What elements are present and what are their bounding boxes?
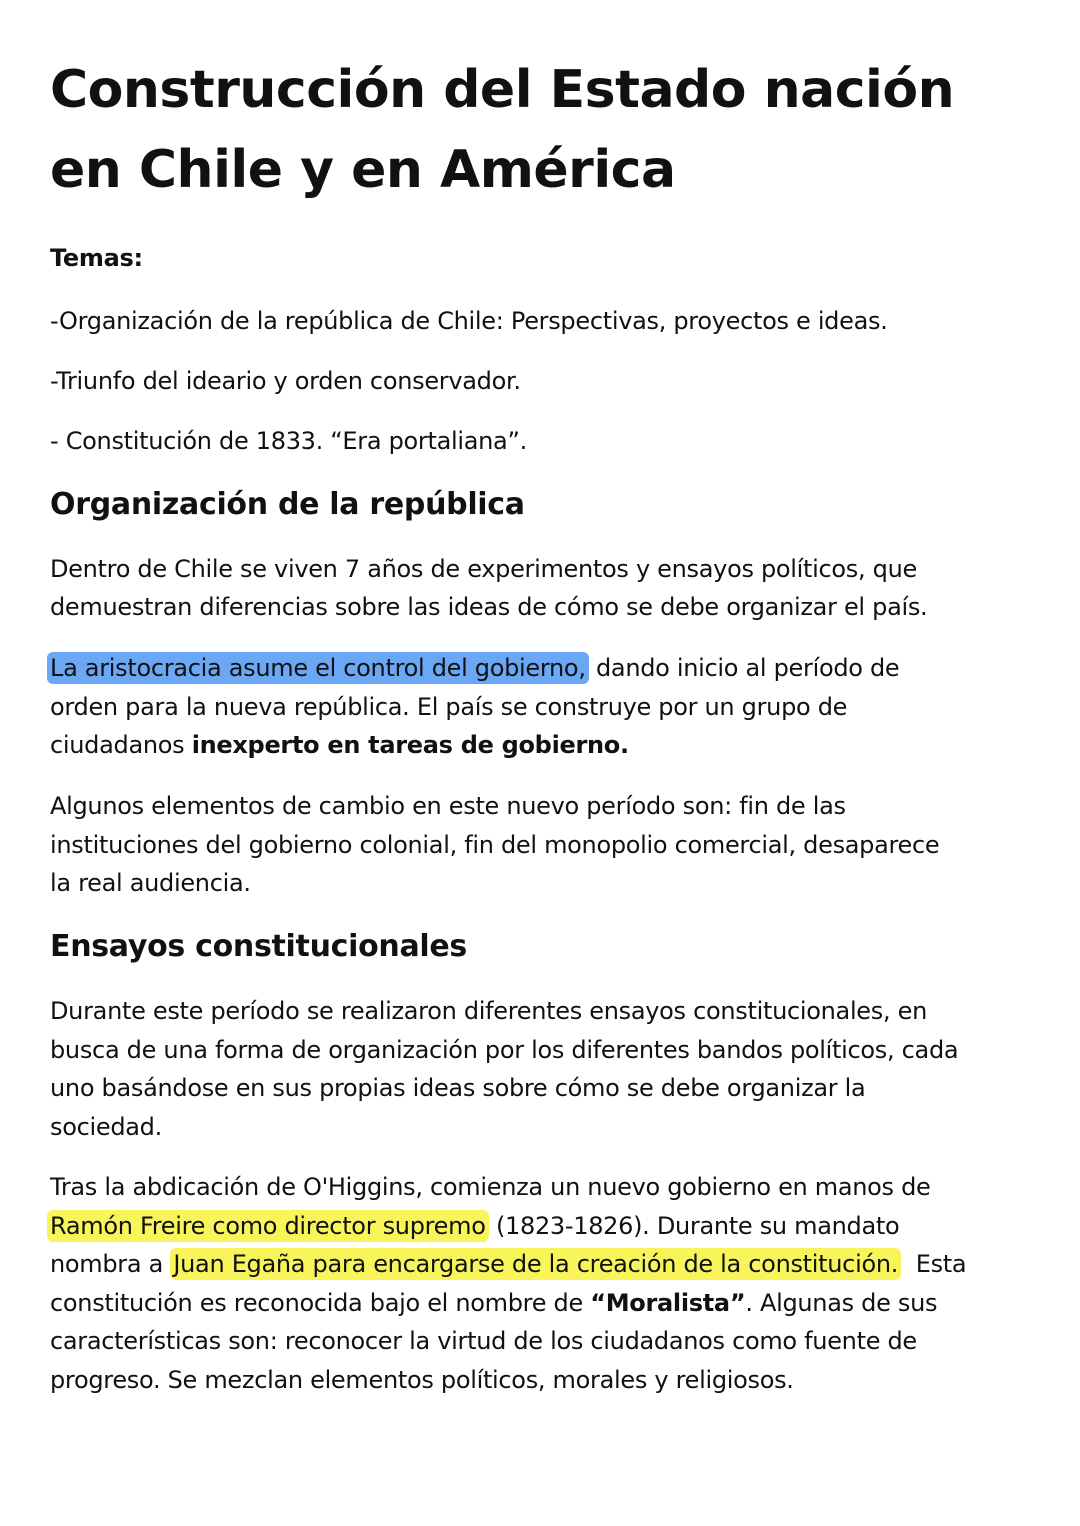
text: ciudadanos [50,731,192,759]
paragraph-line [50,1210,899,1242]
paragraph-line [50,652,899,684]
bold-text: inexperto en tareas de gobierno. [191,731,629,759]
bold-text: “Moralista” [590,1289,746,1317]
paragraph-line: uno basándose en sus propias ideas sobre cómo se debe organizar la [50,1074,866,1102]
paragraph-line: instituciones del gobierno colonial, fin del monopolio comercial, desaparece [50,831,940,859]
paragraph-line: Algunos elementos de cambio en este nuevo período son: fin de las [50,792,846,820]
paragraph-line: sociedad. [50,1113,162,1141]
paragraph-line [50,729,629,761]
paragraph-line: demuestran diferencias sobre las ideas de cómo se debe organizar el país. [50,593,928,621]
paragraph-line: Tras la abdicación de O'Higgins, comienza un nuevo gobierno en manos de [50,1173,931,1201]
text: (1823-1826). Durante su mandato [488,1212,900,1240]
paragraph-line [50,1287,937,1319]
page-title-line-1: Construcción del Estado nación [50,60,955,120]
paragraph-line: la real audiencia. [50,869,251,897]
paragraph-line: busca de una forma de organización por los diferentes bandos políticos, cada [50,1036,959,1064]
paragraph-line: progreso. Se mezclan elementos políticos, morales y religiosos. [50,1366,794,1394]
tema-item: -Organización de la república de Chile: Perspectivas, proyectos e ideas. [50,307,888,335]
section-heading: Ensayos constitucionales [50,929,467,964]
text: nombra a [50,1250,171,1278]
highlighted-text: Ramón Freire como director supremo [47,1210,489,1242]
temas-label: Temas: [50,244,143,272]
page-title-line-2: en Chile y en América [50,140,676,200]
tema-item: - Constitución de 1833. “Era portaliana”. [50,427,527,455]
highlighted-text: La aristocracia asume el control del gobierno, [47,652,589,684]
highlighted-text: Juan Egaña para encargarse de la creación de la constitución. [170,1248,901,1280]
tema-item: -Triunfo del ideario y orden conservador. [50,367,521,395]
text: dando inicio al período de [588,654,900,682]
paragraph-line: características son: reconocer la virtud de los ciudadanos como fuente de [50,1327,917,1355]
section-heading: Organización de la república [50,487,525,522]
paragraph-line [50,1248,966,1280]
text: Esta [901,1250,967,1278]
paragraph-line: orden para la nueva república. El país se construye por un grupo de [50,693,848,721]
paragraph-line: Dentro de Chile se viven 7 años de experimentos y ensayos políticos, que [50,555,917,583]
paragraph-line: Durante este período se realizaron diferentes ensayos constitucionales, en [50,997,928,1025]
text: . Algunas de sus [745,1289,938,1317]
text: constitución es reconocida bajo el nombre de [50,1289,591,1317]
